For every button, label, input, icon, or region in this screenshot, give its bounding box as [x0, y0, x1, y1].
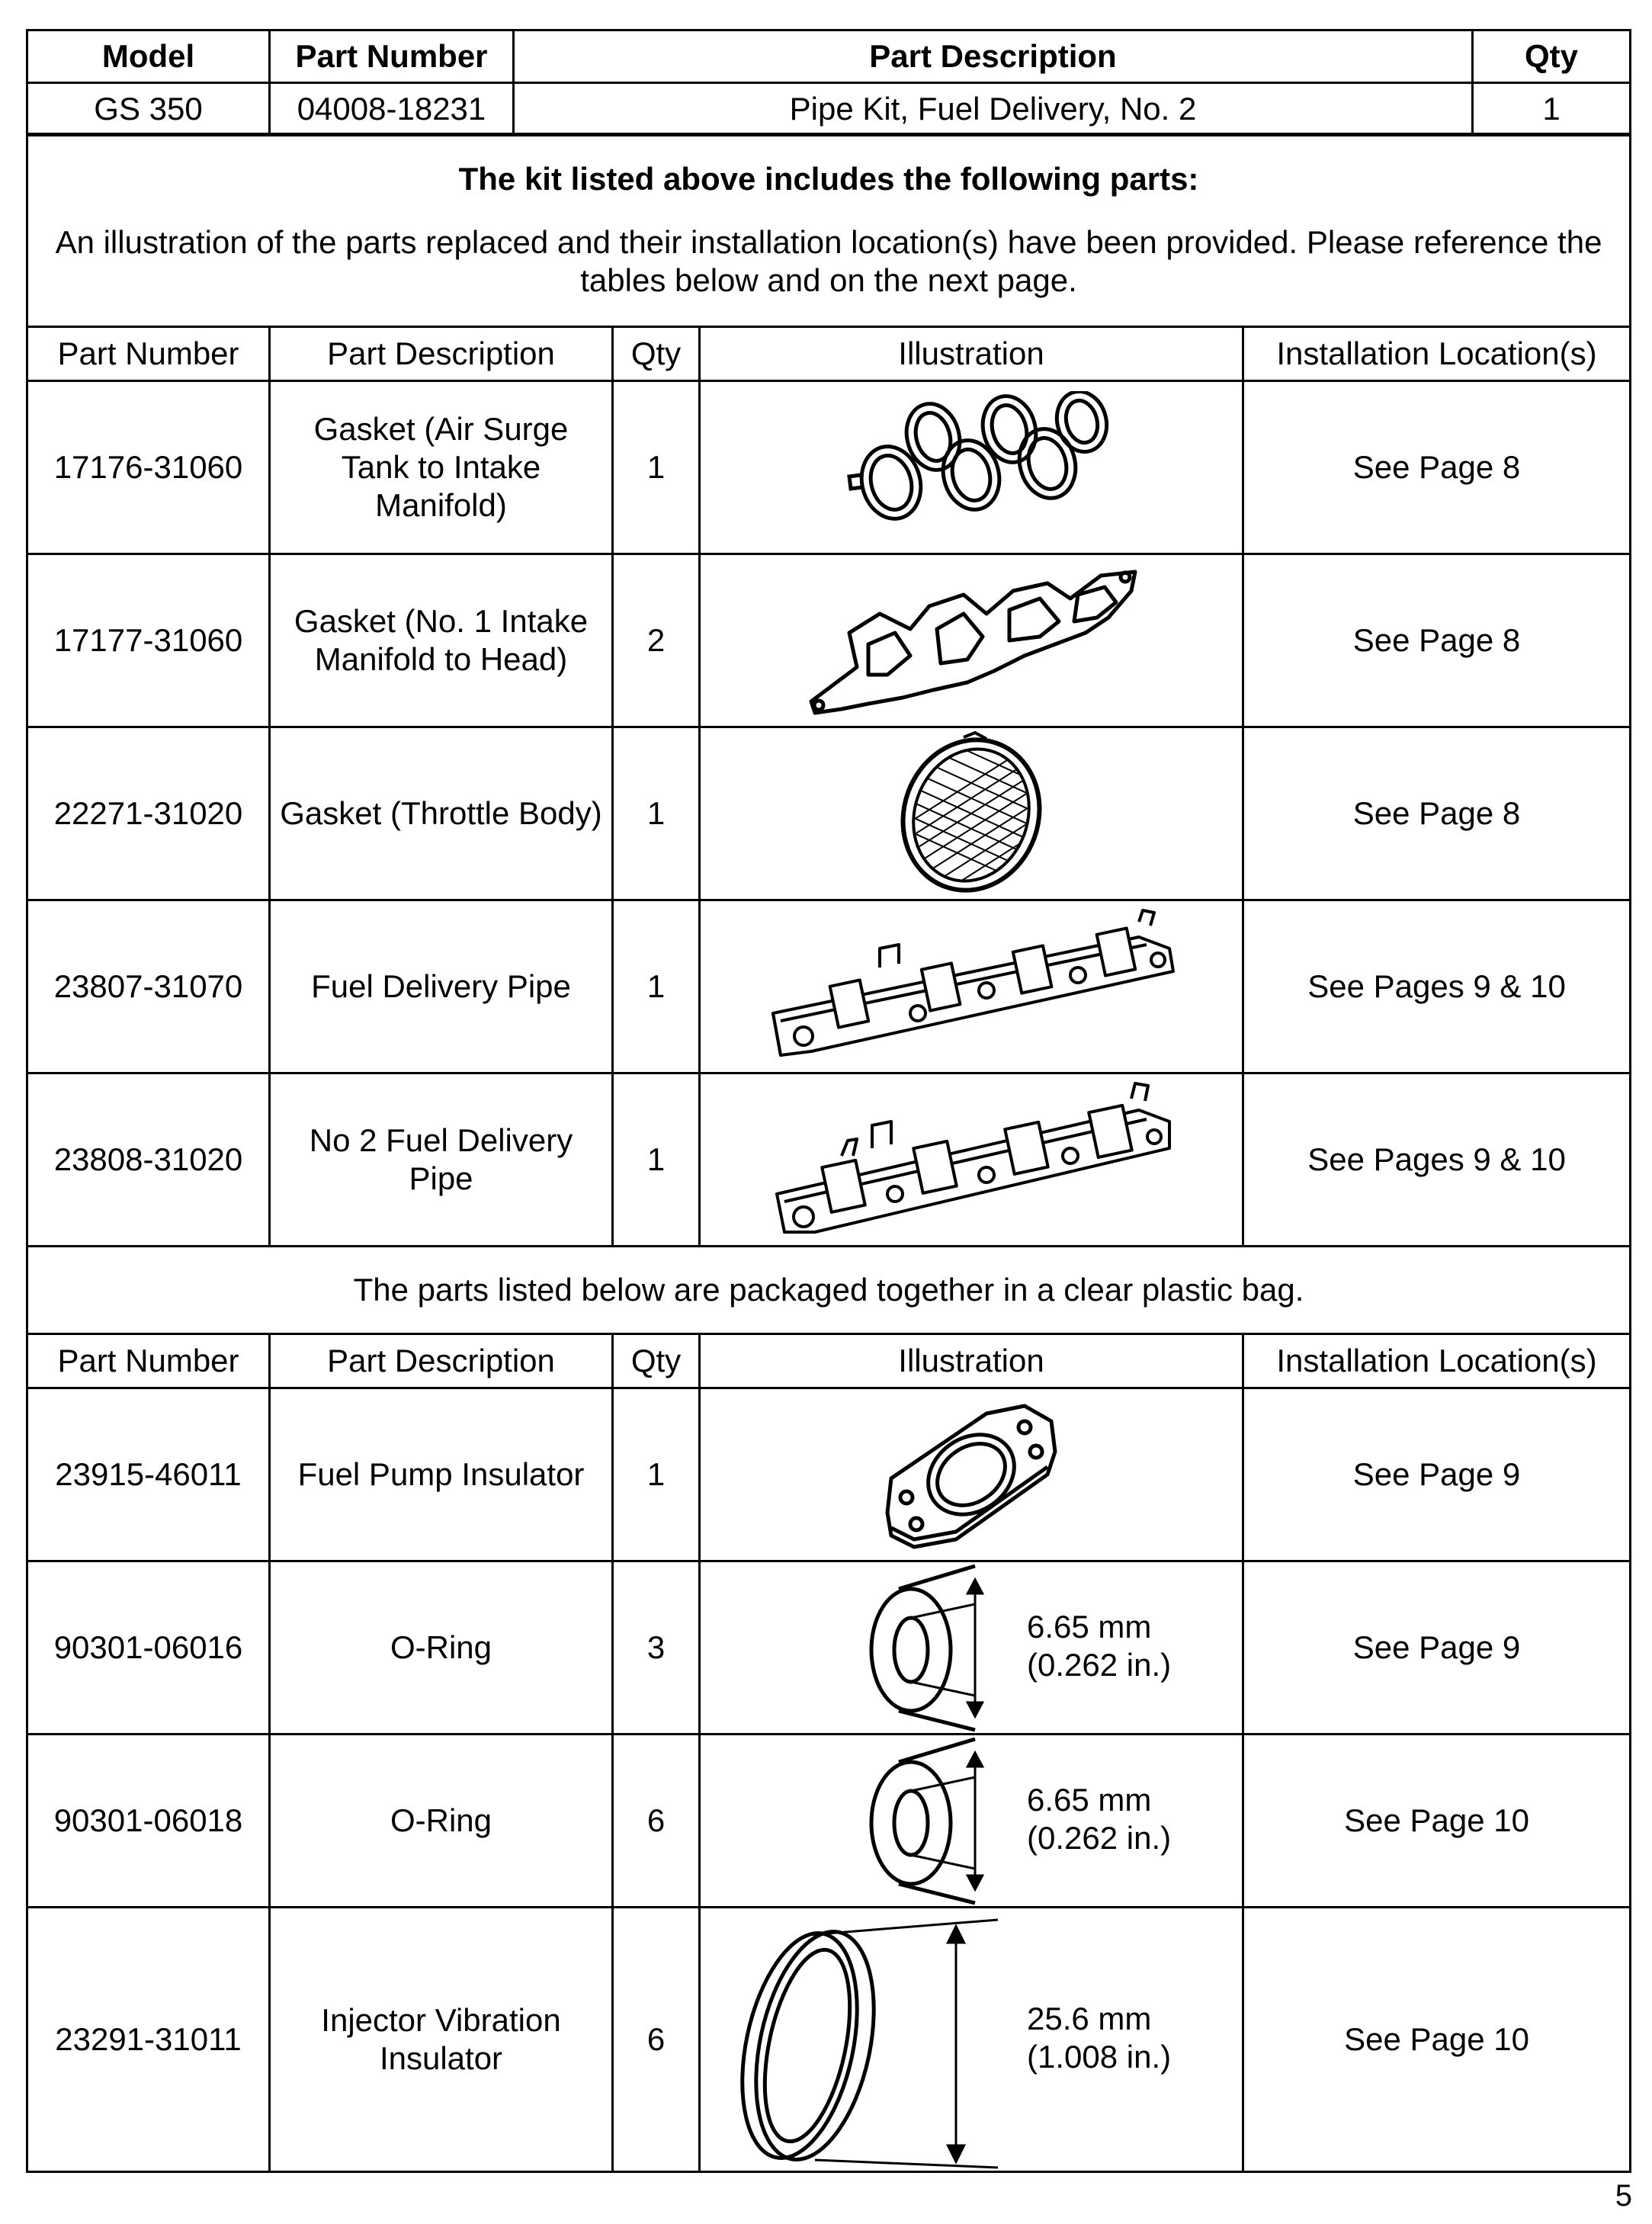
part-description-cell: O-Ring: [270, 1561, 613, 1735]
part-number-cell: 17176-31060: [27, 381, 270, 554]
model-cell: GS 350: [27, 83, 270, 136]
part-description-cell: No 2 Fuel Delivery Pipe: [270, 1073, 613, 1247]
qty-cell: 1: [613, 727, 700, 900]
kit-part-number-cell: 04008-18231: [270, 83, 514, 136]
illustration-cell: [700, 1073, 1243, 1247]
intro-row: [27, 134, 1631, 327]
column-header: Qty: [613, 1334, 700, 1388]
installation-location-cell: See Page 10: [1243, 1908, 1631, 2172]
illustration-cell: [700, 1735, 1243, 1908]
column-header: Part Description: [514, 30, 1473, 83]
kit-description-cell: Pipe Kit, Fuel Delivery, No. 2: [514, 83, 1473, 136]
table-row: [27, 1908, 1631, 2172]
column-header: Part Description: [270, 1334, 613, 1388]
column-header: Part Number: [27, 327, 270, 381]
installation-location-cell: See Page 8: [1243, 727, 1631, 900]
installation-location-cell: See Page 9: [1243, 1561, 1631, 1735]
manifold-gasket-icon: [796, 560, 1147, 720]
illustration-cell: [700, 1908, 1243, 2172]
part-number-cell: 23291-31011: [27, 1908, 270, 2172]
column-header: Installation Location(s): [1243, 327, 1631, 381]
part-number-cell: 22271-31020: [27, 727, 270, 900]
part-description-cell: O-Ring: [270, 1735, 613, 1908]
qty-cell: 1: [613, 1073, 700, 1247]
column-header: Qty: [1473, 30, 1631, 83]
installation-location-cell: See Page 10: [1243, 1735, 1631, 1908]
bag-table-header: [27, 1334, 1631, 1388]
installation-location-cell: See Page 8: [1243, 554, 1631, 727]
installation-location-cell: See Pages 9 & 10: [1243, 900, 1631, 1073]
table-row: [27, 727, 1631, 900]
fuel-pump-insulator-icon: [872, 1398, 1070, 1551]
qty-cell: 1: [613, 900, 700, 1073]
part-description-cell: Gasket (No. 1 Intake Manifold to Head): [270, 554, 613, 727]
kit-qty-cell: 1: [1473, 83, 1631, 136]
column-header: Illustration: [700, 327, 1243, 381]
model-table: [26, 29, 1631, 136]
part-description-cell: Injector Vibration Insulator: [270, 1908, 613, 2172]
dimension-mm: 6.65 mm: [1027, 1609, 1152, 1645]
dimension-in: (0.262 in.): [1027, 1647, 1172, 1683]
part-description-cell: Fuel Delivery Pipe: [270, 900, 613, 1073]
table-row: [27, 1073, 1631, 1247]
fuel-delivery-pipe-2-icon: [758, 1080, 1185, 1240]
dimension-in: (0.262 in.): [1027, 1820, 1172, 1856]
column-header: Part Description: [270, 327, 613, 381]
dimension-mm: 6.65 mm: [1027, 1782, 1152, 1818]
dimension-in: (1.008 in.): [1027, 2039, 1172, 2075]
column-header: Part Number: [270, 30, 514, 83]
illustration-cell: [700, 381, 1243, 554]
column-header: Model: [27, 30, 270, 83]
table-row: [27, 554, 1631, 727]
table-row: [27, 1561, 1631, 1735]
throttle-body-gasket-icon: [887, 730, 1055, 897]
installation-location-cell: See Pages 9 & 10: [1243, 1073, 1631, 1247]
bag-note: The parts listed below are packaged together in a clear plastic bag.: [27, 1247, 1631, 1334]
column-header: Installation Location(s): [1243, 1334, 1631, 1388]
column-header: Illustration: [700, 1334, 1243, 1388]
model-row: [27, 83, 1631, 136]
part-description-cell: Fuel Pump Insulator: [270, 1388, 613, 1561]
table-row: [27, 1735, 1631, 1908]
intro-cell: [27, 134, 1631, 327]
qty-cell: 6: [613, 1908, 700, 2172]
qty-cell: 3: [613, 1561, 700, 1735]
part-number-cell: 17177-31060: [27, 554, 270, 727]
illustration-cell: [700, 1561, 1243, 1735]
part-number-cell: 90301-06018: [27, 1735, 270, 1908]
illustration-cell: [700, 900, 1243, 1073]
illustration-cell: [700, 1388, 1243, 1561]
intro-text: An illustration of the parts replaced and their installation location(s) have been provided. Please reference the tables below and on the next page.: [55, 224, 1602, 298]
installation-location-cell: See Page 9: [1243, 1388, 1631, 1561]
table-row: [27, 1388, 1631, 1561]
qty-cell: 2: [613, 554, 700, 727]
page-number: 5: [1615, 2179, 1632, 2213]
part-number-cell: 23807-31070: [27, 900, 270, 1073]
bag-note-row: [27, 1247, 1631, 1334]
qty-cell: 1: [613, 1388, 700, 1561]
illustration-cell: [700, 554, 1243, 727]
kit-table-header: [27, 327, 1631, 381]
part-description-cell: Gasket (Air Surge Tank to Intake Manifold): [270, 381, 613, 554]
installation-location-cell: See Page 8: [1243, 381, 1631, 554]
kit-parts-table: [26, 133, 1631, 2173]
part-number-cell: 23808-31020: [27, 1073, 270, 1247]
intake-gasket-icon: [819, 391, 1124, 544]
column-header: Qty: [613, 327, 700, 381]
dimension-mm: 25.6 mm: [1027, 2001, 1152, 2036]
table-row: [27, 381, 1631, 554]
illustration-cell: [700, 727, 1243, 900]
part-number-cell: 23915-46011: [27, 1388, 270, 1561]
qty-cell: 6: [613, 1735, 700, 1908]
qty-cell: 1: [613, 381, 700, 554]
model-table-header: [27, 30, 1631, 83]
fuel-delivery-pipe-icon: [758, 907, 1185, 1067]
intro-title: The kit listed above includes the following parts:: [458, 161, 1199, 197]
part-number-cell: 90301-06016: [27, 1561, 270, 1735]
column-header: Part Number: [27, 1334, 270, 1388]
table-row: [27, 900, 1631, 1073]
part-description-cell: Gasket (Throttle Body): [270, 727, 613, 900]
